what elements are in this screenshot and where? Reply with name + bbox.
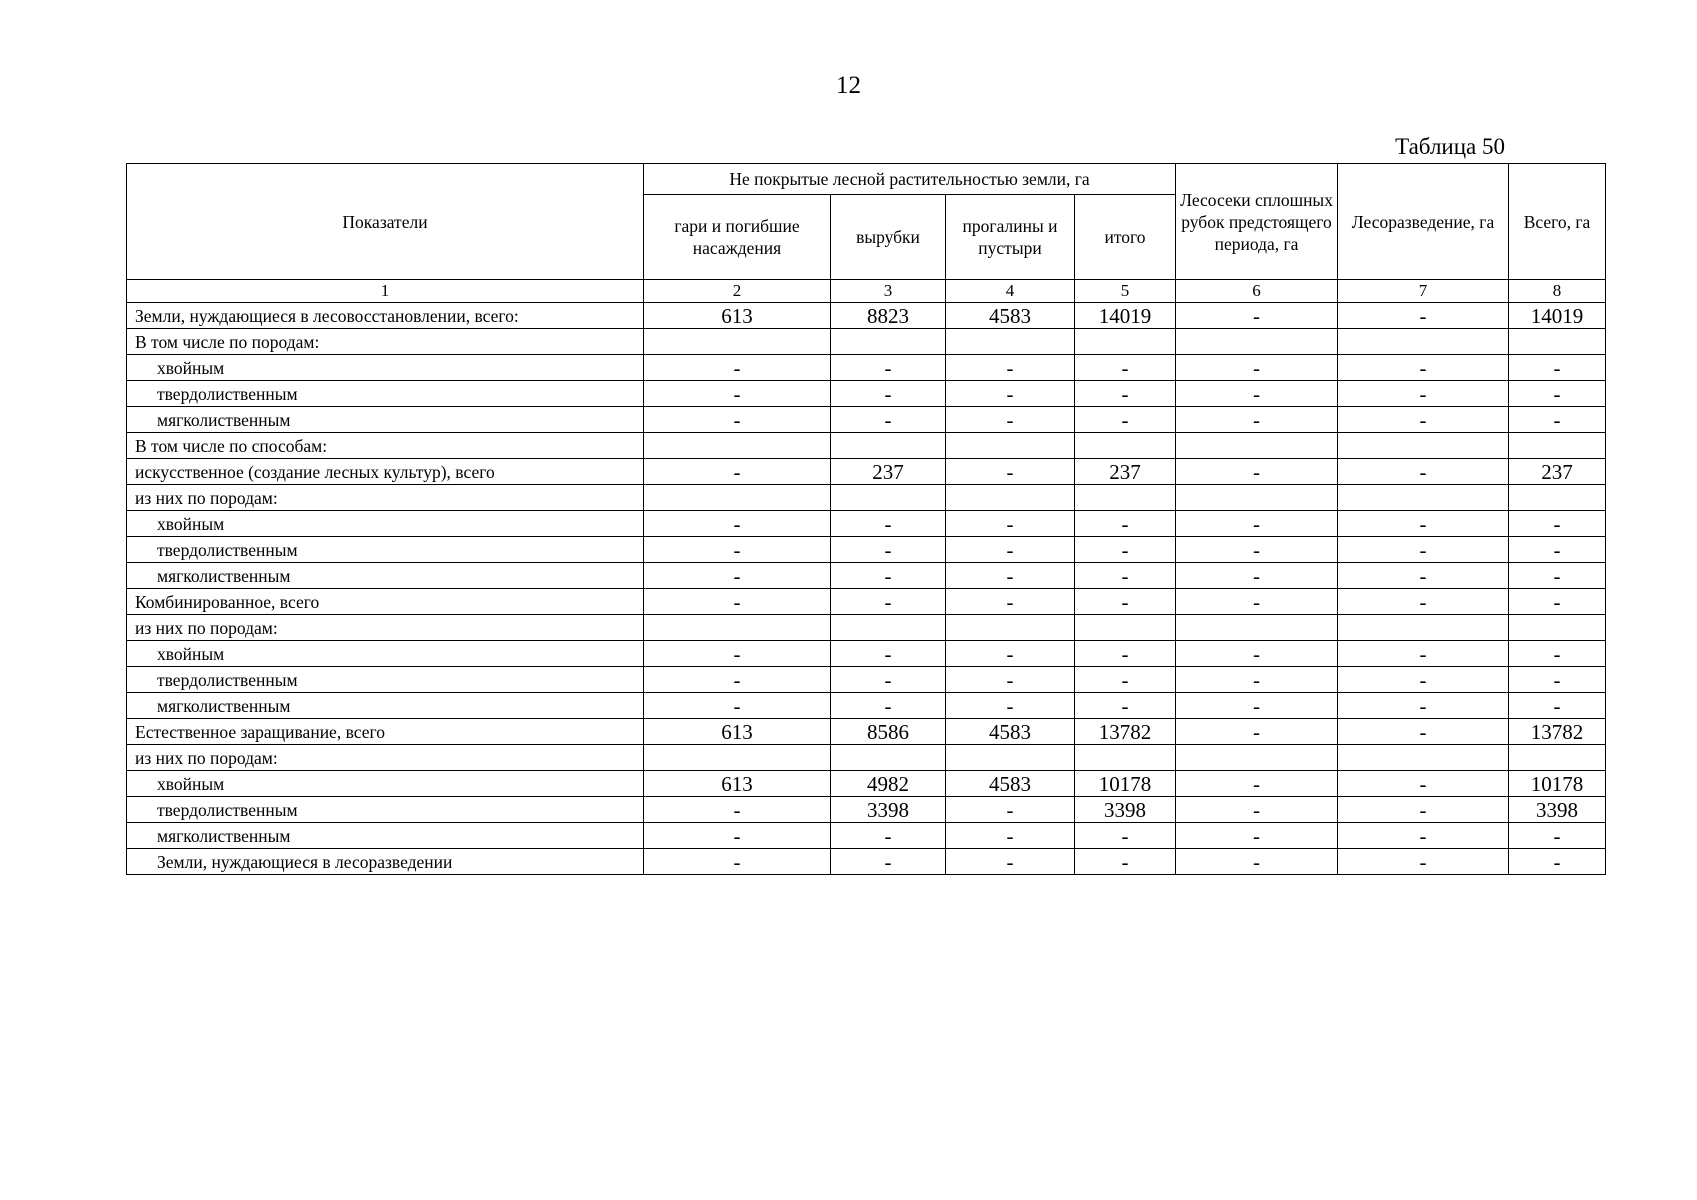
column-numbers-row xyxy=(127,280,1606,303)
cell-value xyxy=(1509,485,1606,511)
cell-value xyxy=(1509,745,1606,771)
table-body xyxy=(127,303,1606,875)
row-label: Комбинированное, всего xyxy=(127,589,644,615)
cell-value: - xyxy=(1176,303,1338,329)
cell-value: - xyxy=(1075,511,1176,537)
cell-value: 613 xyxy=(644,771,831,797)
cell-value: - xyxy=(1509,641,1606,667)
cell-value: - xyxy=(1075,537,1176,563)
column-number: 6 xyxy=(1176,280,1338,303)
cell-value: - xyxy=(1176,459,1338,485)
cell-value: - xyxy=(831,823,946,849)
table-row xyxy=(127,485,1606,511)
cell-value: - xyxy=(644,355,831,381)
cell-value: 237 xyxy=(831,459,946,485)
table-header xyxy=(127,164,1606,303)
cell-value: 13782 xyxy=(1075,719,1176,745)
cell-value: 3398 xyxy=(1509,797,1606,823)
cell-value: - xyxy=(644,693,831,719)
cell-value: - xyxy=(1075,355,1176,381)
cell-value xyxy=(831,329,946,355)
cell-value: - xyxy=(1338,797,1509,823)
cell-value: - xyxy=(1176,511,1338,537)
cell-value: - xyxy=(1509,355,1606,381)
cell-value: 14019 xyxy=(1509,303,1606,329)
cell-value xyxy=(946,615,1075,641)
cell-value: - xyxy=(1338,589,1509,615)
cell-value xyxy=(1338,615,1509,641)
header-subtotal: итого xyxy=(1075,195,1176,280)
cell-value: - xyxy=(1509,849,1606,875)
cell-value: - xyxy=(1338,563,1509,589)
row-label: из них по породам: xyxy=(127,745,644,771)
cell-value: - xyxy=(831,693,946,719)
header-afforestation: Лесоразведение, га xyxy=(1338,164,1509,280)
cell-value: - xyxy=(1338,771,1509,797)
cell-value: - xyxy=(946,511,1075,537)
cell-value: - xyxy=(831,641,946,667)
table-row xyxy=(127,693,1606,719)
cell-value xyxy=(946,329,1075,355)
cell-value: 8823 xyxy=(831,303,946,329)
table-row xyxy=(127,667,1606,693)
row-label: мягколиственным xyxy=(127,693,644,719)
cell-value: 8586 xyxy=(831,719,946,745)
cell-value: - xyxy=(1509,381,1606,407)
cell-value: - xyxy=(831,667,946,693)
table-row xyxy=(127,459,1606,485)
cell-value: - xyxy=(644,459,831,485)
data-table xyxy=(126,163,1606,875)
table-row xyxy=(127,563,1606,589)
cell-value: - xyxy=(1338,511,1509,537)
cell-value: - xyxy=(1338,407,1509,433)
cell-value: - xyxy=(946,693,1075,719)
cell-value: - xyxy=(1075,381,1176,407)
cell-value: - xyxy=(1075,849,1176,875)
cell-value: - xyxy=(831,511,946,537)
header-total: Всего, га xyxy=(1509,164,1606,280)
cell-value: 14019 xyxy=(1075,303,1176,329)
cell-value xyxy=(1338,485,1509,511)
cell-value: 613 xyxy=(644,303,831,329)
table-row xyxy=(127,407,1606,433)
cell-value: - xyxy=(1176,797,1338,823)
header-clearcuts: вырубки xyxy=(831,195,946,280)
table-row xyxy=(127,511,1606,537)
cell-value: - xyxy=(1176,641,1338,667)
column-number: 7 xyxy=(1338,280,1509,303)
cell-value xyxy=(644,485,831,511)
cell-value: - xyxy=(1509,407,1606,433)
header-uncovered-group: Не покрытые лесной растительностью земли, га xyxy=(644,164,1176,195)
cell-value: - xyxy=(644,797,831,823)
cell-value: 237 xyxy=(1075,459,1176,485)
header-glades: прогалины и пустыри xyxy=(946,195,1075,280)
cell-value: - xyxy=(1075,667,1176,693)
cell-value: - xyxy=(831,537,946,563)
header-cutting-areas: Лесосеки сплошных рубок предстоящего периода, га xyxy=(1176,164,1338,280)
cell-value: - xyxy=(831,849,946,875)
table-label: Таблица 50 xyxy=(1395,134,1505,159)
cell-value: - xyxy=(1338,641,1509,667)
cell-value: - xyxy=(831,563,946,589)
cell-value: - xyxy=(644,641,831,667)
row-label: твердолиственным xyxy=(127,797,644,823)
cell-value: - xyxy=(946,641,1075,667)
cell-value: 13782 xyxy=(1509,719,1606,745)
cell-value: - xyxy=(644,849,831,875)
cell-value xyxy=(946,745,1075,771)
cell-value: - xyxy=(1176,849,1338,875)
row-label: В том числе по способам: xyxy=(127,433,644,459)
cell-value xyxy=(1176,329,1338,355)
cell-value xyxy=(1509,433,1606,459)
cell-value: - xyxy=(1176,693,1338,719)
cell-value: - xyxy=(946,381,1075,407)
cell-value: - xyxy=(1338,381,1509,407)
cell-value: - xyxy=(644,563,831,589)
cell-value: - xyxy=(1176,381,1338,407)
cell-value: - xyxy=(1338,537,1509,563)
cell-value: - xyxy=(1338,719,1509,745)
cell-value xyxy=(831,433,946,459)
cell-value xyxy=(946,433,1075,459)
row-label: мягколиственным xyxy=(127,407,644,433)
cell-value xyxy=(1509,329,1606,355)
cell-value: - xyxy=(1176,771,1338,797)
cell-value xyxy=(1338,745,1509,771)
cell-value: - xyxy=(831,589,946,615)
row-label: искусственное (создание лесных культур), всего xyxy=(127,459,644,485)
cell-value xyxy=(1338,433,1509,459)
cell-value: - xyxy=(946,849,1075,875)
cell-value xyxy=(1176,485,1338,511)
row-label: твердолиственным xyxy=(127,381,644,407)
cell-value: - xyxy=(644,511,831,537)
cell-value xyxy=(1176,615,1338,641)
table-row xyxy=(127,719,1606,745)
cell-value: - xyxy=(1176,563,1338,589)
table-row xyxy=(127,589,1606,615)
cell-value: - xyxy=(1338,849,1509,875)
cell-value: - xyxy=(946,407,1075,433)
column-number: 5 xyxy=(1075,280,1176,303)
header-indicators: Показатели xyxy=(127,164,644,280)
cell-value: - xyxy=(1509,563,1606,589)
cell-value: 4982 xyxy=(831,771,946,797)
cell-value xyxy=(1176,745,1338,771)
cell-value xyxy=(1075,329,1176,355)
cell-value: - xyxy=(1176,355,1338,381)
cell-value: - xyxy=(1338,355,1509,381)
row-label: из них по породам: xyxy=(127,615,644,641)
table-row xyxy=(127,355,1606,381)
row-label: Естественное заращивание, всего xyxy=(127,719,644,745)
row-label: мягколиственным xyxy=(127,823,644,849)
row-label: мягколиственным xyxy=(127,563,644,589)
column-number: 1 xyxy=(127,280,644,303)
table-row xyxy=(127,433,1606,459)
table-row xyxy=(127,849,1606,875)
table-row xyxy=(127,329,1606,355)
table-row xyxy=(127,381,1606,407)
cell-value: - xyxy=(644,381,831,407)
cell-value: 4583 xyxy=(946,303,1075,329)
column-number: 8 xyxy=(1509,280,1606,303)
cell-value xyxy=(1075,745,1176,771)
cell-value: - xyxy=(831,355,946,381)
table-row xyxy=(127,823,1606,849)
cell-value: - xyxy=(1338,459,1509,485)
cell-value: 10178 xyxy=(1075,771,1176,797)
row-label: твердолиственным xyxy=(127,667,644,693)
cell-value: 3398 xyxy=(1075,797,1176,823)
page-number: 12 xyxy=(836,72,861,99)
cell-value: - xyxy=(946,589,1075,615)
cell-value: - xyxy=(644,589,831,615)
cell-value xyxy=(644,745,831,771)
cell-value: - xyxy=(1176,719,1338,745)
cell-value xyxy=(644,615,831,641)
cell-value: - xyxy=(946,355,1075,381)
cell-value: - xyxy=(1075,641,1176,667)
cell-value xyxy=(1176,433,1338,459)
row-label: Земли, нуждающиеся в лесоразведении xyxy=(127,849,644,875)
cell-value: - xyxy=(1176,589,1338,615)
cell-value: - xyxy=(1509,823,1606,849)
row-label: В том числе по породам: xyxy=(127,329,644,355)
cell-value: - xyxy=(1176,537,1338,563)
cell-value: - xyxy=(1075,563,1176,589)
cell-value xyxy=(644,433,831,459)
cell-value: - xyxy=(1338,693,1509,719)
cell-value xyxy=(1338,329,1509,355)
cell-value: 10178 xyxy=(1509,771,1606,797)
row-label: хвойным xyxy=(127,771,644,797)
column-number: 4 xyxy=(946,280,1075,303)
cell-value: - xyxy=(1338,667,1509,693)
column-number: 3 xyxy=(831,280,946,303)
cell-value xyxy=(946,485,1075,511)
cell-value: - xyxy=(1075,407,1176,433)
cell-value: 237 xyxy=(1509,459,1606,485)
table-row xyxy=(127,771,1606,797)
cell-value: - xyxy=(644,407,831,433)
cell-value: - xyxy=(1075,589,1176,615)
column-number: 2 xyxy=(644,280,831,303)
row-label: хвойным xyxy=(127,641,644,667)
row-label: Земли, нуждающиеся в лесовосстановлении, всего: xyxy=(127,303,644,329)
cell-value: 613 xyxy=(644,719,831,745)
cell-value: - xyxy=(946,459,1075,485)
cell-value: - xyxy=(644,537,831,563)
cell-value xyxy=(1075,615,1176,641)
row-label: хвойным xyxy=(127,355,644,381)
cell-value: - xyxy=(831,381,946,407)
table-row xyxy=(127,641,1606,667)
cell-value: - xyxy=(1509,537,1606,563)
cell-value: - xyxy=(1509,589,1606,615)
cell-value: - xyxy=(831,407,946,433)
table-row xyxy=(127,615,1606,641)
table-row xyxy=(127,745,1606,771)
table-row xyxy=(127,797,1606,823)
cell-value: - xyxy=(1509,511,1606,537)
cell-value xyxy=(831,615,946,641)
cell-value xyxy=(1075,433,1176,459)
cell-value: - xyxy=(1176,407,1338,433)
cell-value: - xyxy=(1075,823,1176,849)
cell-value: 3398 xyxy=(831,797,946,823)
cell-value: - xyxy=(1509,693,1606,719)
cell-value: - xyxy=(1509,667,1606,693)
cell-value: - xyxy=(1176,667,1338,693)
cell-value: - xyxy=(946,563,1075,589)
header-burnt: гари и погибшие насаждения xyxy=(644,195,831,280)
cell-value: - xyxy=(946,667,1075,693)
cell-value: - xyxy=(1338,303,1509,329)
cell-value: - xyxy=(946,823,1075,849)
cell-value: - xyxy=(644,823,831,849)
cell-value xyxy=(1509,615,1606,641)
cell-value xyxy=(644,329,831,355)
cell-value: - xyxy=(1176,823,1338,849)
cell-value: 4583 xyxy=(946,719,1075,745)
cell-value xyxy=(831,485,946,511)
cell-value xyxy=(1075,485,1176,511)
cell-value xyxy=(831,745,946,771)
cell-value: - xyxy=(644,667,831,693)
cell-value: 4583 xyxy=(946,771,1075,797)
cell-value: - xyxy=(946,797,1075,823)
table-row xyxy=(127,537,1606,563)
cell-value: - xyxy=(946,537,1075,563)
row-label: из них по породам: xyxy=(127,485,644,511)
cell-value: - xyxy=(1338,823,1509,849)
row-label: хвойным xyxy=(127,511,644,537)
cell-value: - xyxy=(1075,693,1176,719)
row-label: твердолиственным xyxy=(127,537,644,563)
table-row xyxy=(127,303,1606,329)
